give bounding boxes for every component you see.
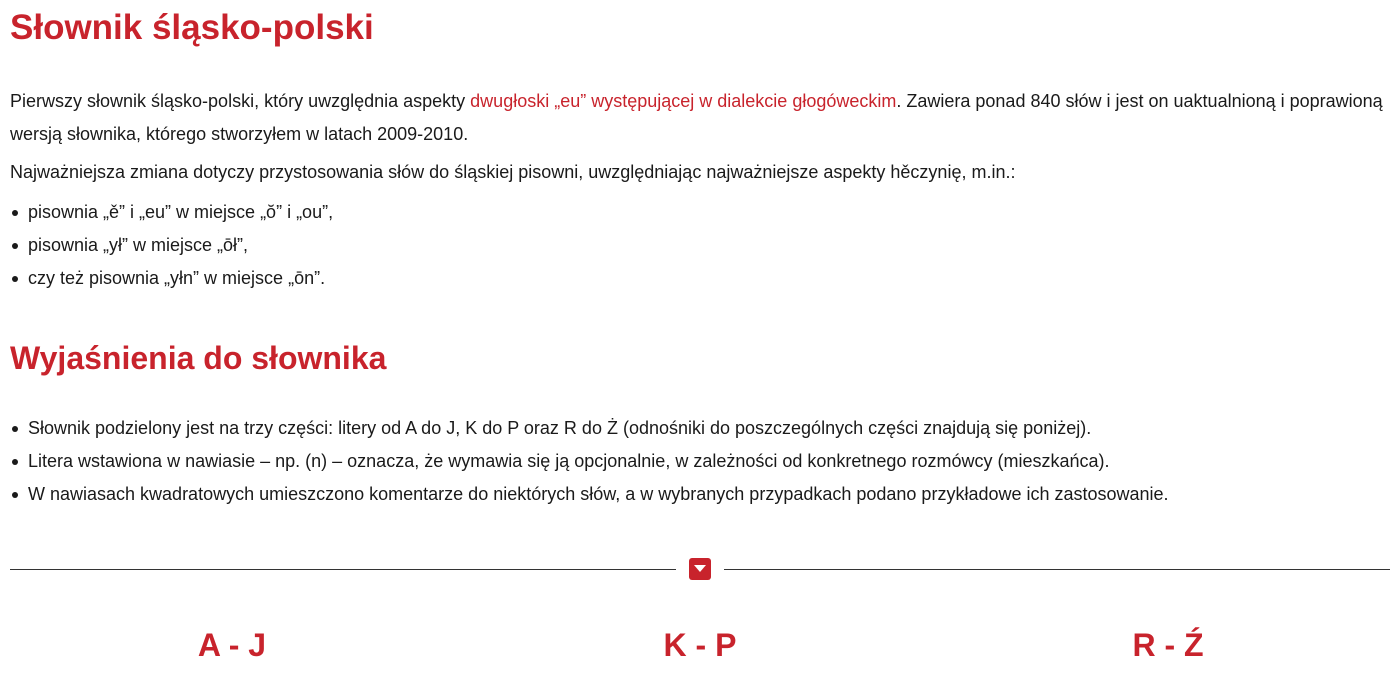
list-item: pisownia „ě” i „eu” w miejsce „ŏ” i „ou”,: [10, 196, 333, 229]
list-item: Litera wstawiona w nawiasie – np. (n) – oznacza, że wymawia się ją opcjonalnie, w zależności od konkretnego rozmówcy (mieszkańca).: [10, 445, 1169, 478]
list-item: czy też pisownia „yłn” w miejsce „ōn”.: [10, 262, 333, 295]
list-item: pisownia „ył” w miejsce „ōł”,: [10, 229, 333, 262]
list-item: W nawiasach kwadratowych umieszczono komentarze do niektórych słów, a w wybranych przypadkach podano przykładowe ich zastosowanie.: [10, 478, 1169, 511]
changes-list: [10, 196, 333, 295]
intro-text-end: . Zawiera ponad 840 słów i jest on uaktualnioną i poprawioną wersją słownika, którego stworzyłem w latach 2009-2010.: [10, 91, 1383, 144]
change-paragraph: Najważniejsza zmiana dotyczy przystosowania słów do śląskiej pisowni, uwzględniając najważniejsze aspekty hěczynię, m.in.:: [10, 162, 1016, 182]
part-k-p-link[interactable]: K - P: [663, 627, 737, 663]
intro-paragraph: [10, 85, 1390, 151]
diphthong-eu-link[interactable]: dwugłoski „eu” występującej w dialekcie głogóweckim: [470, 91, 897, 111]
section-divider: [10, 557, 1390, 581]
expand-toggle-button[interactable]: [689, 558, 711, 580]
divider-line-left: [10, 569, 676, 570]
explanations-title: Wyjaśnienia do słownika: [10, 340, 387, 376]
dictionary-parts-nav: [10, 622, 1390, 672]
page-title: Słownik śląsko-polski: [10, 8, 374, 47]
part-r-z-link[interactable]: R - Ź: [1132, 627, 1204, 663]
chevron-down-icon: [694, 565, 706, 573]
intro-text-start: Pierwszy słownik śląsko-polski, który uwzględnia aspekty: [10, 91, 471, 111]
explanations-list: [10, 412, 1169, 511]
divider-line-right: [724, 569, 1390, 570]
list-item: Słownik podzielony jest na trzy części: litery od A do J, K do P oraz R do Ż (odnośniki do poszczególnych części znajdują się poniżej).: [10, 412, 1169, 445]
part-a-j-link[interactable]: A - J: [197, 627, 267, 663]
